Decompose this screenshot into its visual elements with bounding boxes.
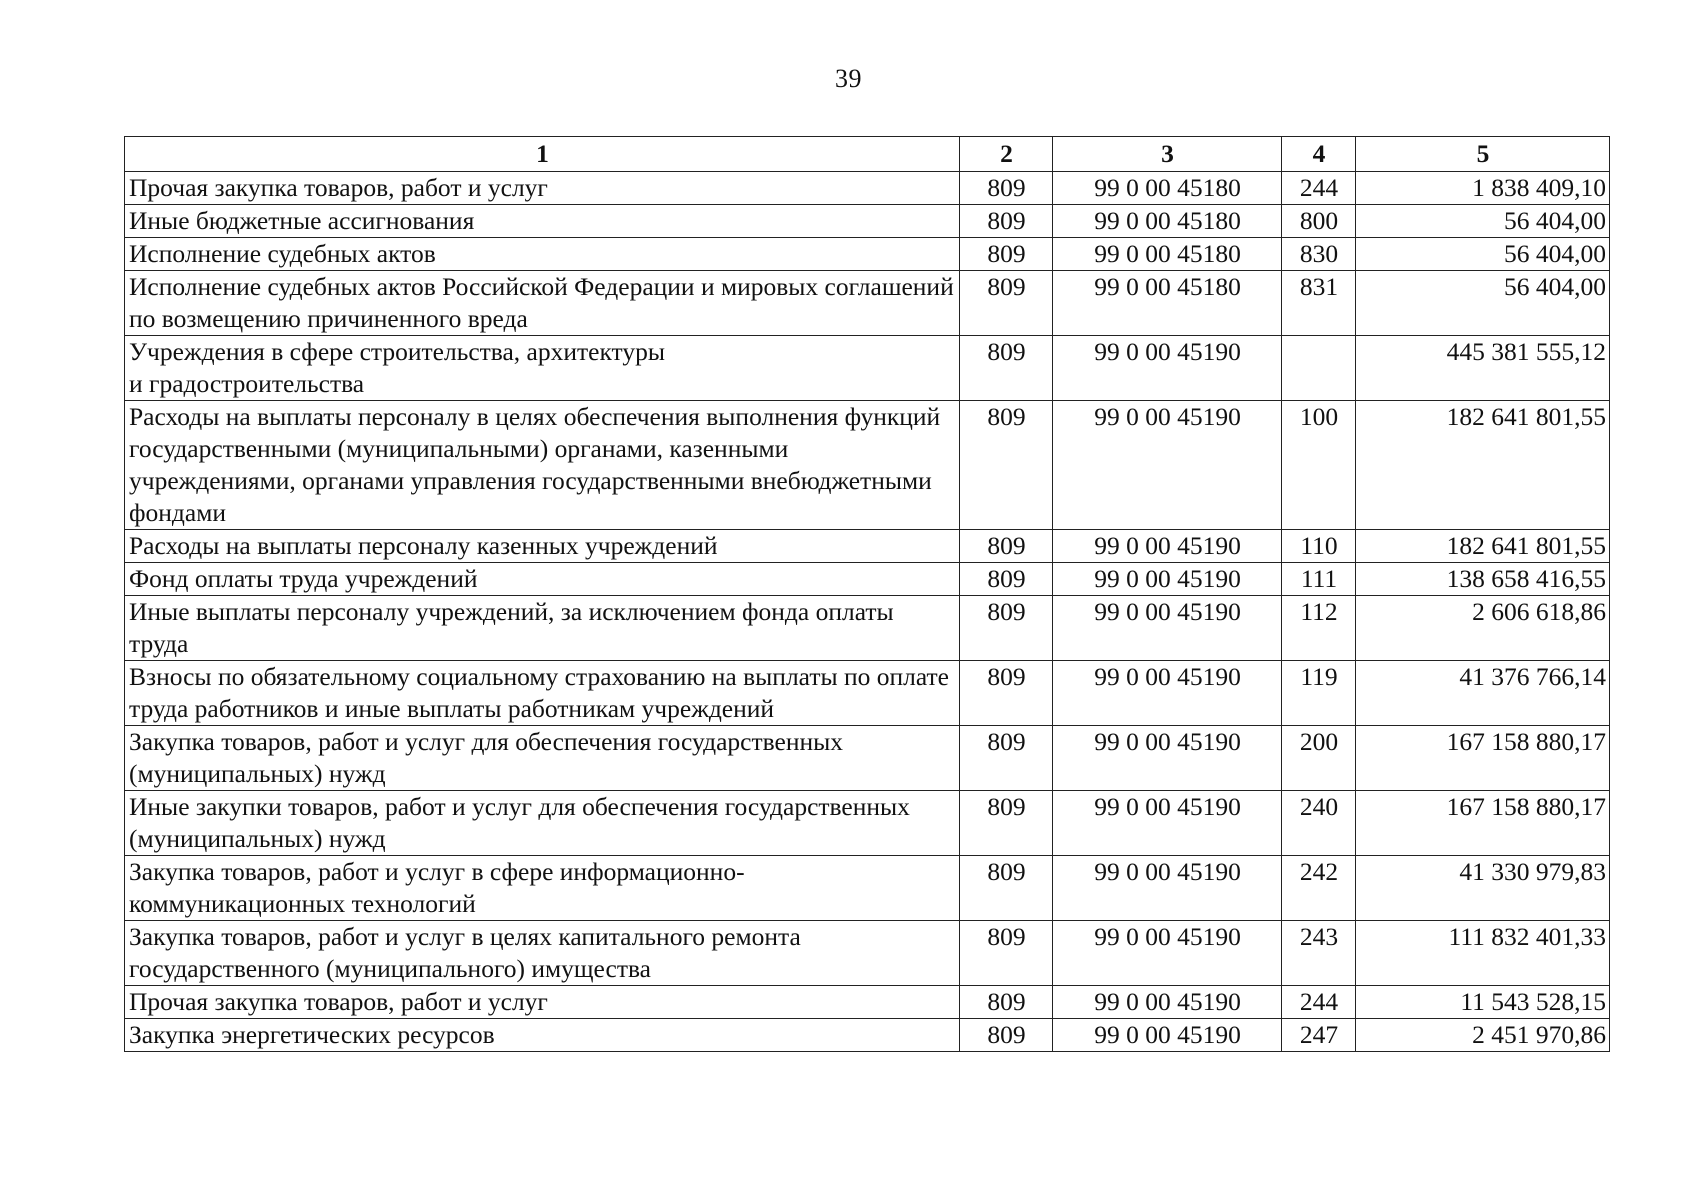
table-row xyxy=(125,205,1610,238)
row-type: 240 xyxy=(1282,791,1356,856)
row-code: 99 0 00 45190 xyxy=(1053,856,1282,921)
table-row xyxy=(125,986,1610,1019)
row-type: 244 xyxy=(1282,172,1356,205)
table-row xyxy=(125,530,1610,563)
row-chapter: 809 xyxy=(960,205,1053,238)
row-name: Исполнение судебных актов Российской Федерации и мировых соглашений по возмещению причиненного вреда xyxy=(125,271,960,336)
row-sum: 41 376 766,14 xyxy=(1356,661,1610,726)
row-code: 99 0 00 45190 xyxy=(1053,791,1282,856)
page-number: 39 xyxy=(835,64,862,93)
row-type: 831 xyxy=(1282,271,1356,336)
row-code: 99 0 00 45180 xyxy=(1053,205,1282,238)
header-col-name: 1 xyxy=(125,137,960,172)
row-chapter: 809 xyxy=(960,563,1053,596)
row-sum: 182 641 801,55 xyxy=(1356,401,1610,530)
row-sum: 2 451 970,86 xyxy=(1356,1019,1610,1052)
row-sum: 138 658 416,55 xyxy=(1356,563,1610,596)
table-row xyxy=(125,661,1610,726)
table-row xyxy=(125,271,1610,336)
row-chapter: 809 xyxy=(960,336,1053,401)
row-sum: 1 838 409,10 xyxy=(1356,172,1610,205)
row-name: Прочая закупка товаров, работ и услуг xyxy=(125,986,960,1019)
row-name: Закупка товаров, работ и услуг для обеспечения государственных (муниципальных) нужд xyxy=(125,726,960,791)
row-sum: 445 381 555,12 xyxy=(1356,336,1610,401)
header-col-type: 4 xyxy=(1282,137,1356,172)
header-col-chapter: 2 xyxy=(960,137,1053,172)
row-chapter: 809 xyxy=(960,791,1053,856)
table-row xyxy=(125,563,1610,596)
row-code: 99 0 00 45190 xyxy=(1053,563,1282,596)
row-code: 99 0 00 45180 xyxy=(1053,238,1282,271)
row-chapter: 809 xyxy=(960,401,1053,530)
row-code: 99 0 00 45180 xyxy=(1053,271,1282,336)
row-sum: 167 158 880,17 xyxy=(1356,726,1610,791)
row-name: Учреждения в сфере строительства, архитектуры и градостроительства xyxy=(125,336,960,401)
row-name: Расходы на выплаты персоналу в целях обеспечения выполнения функций государственными (муниципальными) органами, казенными учреждениями, органами управления государственными внебюджетными фондами xyxy=(125,401,960,530)
row-chapter: 809 xyxy=(960,596,1053,661)
row-type: 111 xyxy=(1282,563,1356,596)
row-code: 99 0 00 45190 xyxy=(1053,401,1282,530)
row-type: 100 xyxy=(1282,401,1356,530)
row-code: 99 0 00 45190 xyxy=(1053,661,1282,726)
row-type: 244 xyxy=(1282,986,1356,1019)
table-row xyxy=(125,921,1610,986)
row-sum: 2 606 618,86 xyxy=(1356,596,1610,661)
row-sum: 56 404,00 xyxy=(1356,238,1610,271)
row-type: 200 xyxy=(1282,726,1356,791)
row-type: 243 xyxy=(1282,921,1356,986)
row-type: 110 xyxy=(1282,530,1356,563)
table-row xyxy=(125,172,1610,205)
row-name: Закупка энергетических ресурсов xyxy=(125,1019,960,1052)
header-row xyxy=(125,137,1610,172)
row-name: Исполнение судебных актов xyxy=(125,238,960,271)
row-type: 247 xyxy=(1282,1019,1356,1052)
row-chapter: 809 xyxy=(960,856,1053,921)
row-type: 119 xyxy=(1282,661,1356,726)
row-sum: 167 158 880,17 xyxy=(1356,791,1610,856)
header-col-sum: 5 xyxy=(1356,137,1610,172)
row-chapter: 809 xyxy=(960,271,1053,336)
row-sum: 111 832 401,33 xyxy=(1356,921,1610,986)
header-col-code: 3 xyxy=(1053,137,1282,172)
row-sum: 56 404,00 xyxy=(1356,271,1610,336)
row-chapter: 809 xyxy=(960,661,1053,726)
row-code: 99 0 00 45190 xyxy=(1053,1019,1282,1052)
row-chapter: 809 xyxy=(960,172,1053,205)
row-code: 99 0 00 45190 xyxy=(1053,530,1282,563)
row-name: Прочая закупка товаров, работ и услуг xyxy=(125,172,960,205)
table-row xyxy=(125,726,1610,791)
row-sum: 41 330 979,83 xyxy=(1356,856,1610,921)
table-row xyxy=(125,336,1610,401)
table-row xyxy=(125,1019,1610,1052)
row-chapter: 809 xyxy=(960,530,1053,563)
row-name: Закупка товаров, работ и услуг в целях капитального ремонта государственного (муниципального) имущества xyxy=(125,921,960,986)
row-code: 99 0 00 45190 xyxy=(1053,596,1282,661)
row-name: Расходы на выплаты персоналу казенных учреждений xyxy=(125,530,960,563)
row-name: Фонд оплаты труда учреждений xyxy=(125,563,960,596)
row-name: Иные выплаты персоналу учреждений, за исключением фонда оплаты труда xyxy=(125,596,960,661)
row-code: 99 0 00 45190 xyxy=(1053,336,1282,401)
row-name: Закупка товаров, работ и услуг в сфере информационно-коммуникационных технологий xyxy=(125,856,960,921)
row-chapter: 809 xyxy=(960,921,1053,986)
table-row xyxy=(125,791,1610,856)
row-type: 800 xyxy=(1282,205,1356,238)
row-type: 830 xyxy=(1282,238,1356,271)
row-type xyxy=(1282,336,1356,401)
row-chapter: 809 xyxy=(960,1019,1053,1052)
table-body xyxy=(125,172,1610,1052)
row-sum: 11 543 528,15 xyxy=(1356,986,1610,1019)
row-chapter: 809 xyxy=(960,238,1053,271)
table-row xyxy=(125,596,1610,661)
row-code: 99 0 00 45190 xyxy=(1053,726,1282,791)
row-name: Взносы по обязательному социальному страхованию на выплаты по оплате труда работников и иные выплаты работникам учреждений xyxy=(125,661,960,726)
row-name: Иные закупки товаров, работ и услуг для обеспечения государственных (муниципальных) нужд xyxy=(125,791,960,856)
row-type: 112 xyxy=(1282,596,1356,661)
row-code: 99 0 00 45190 xyxy=(1053,921,1282,986)
row-code: 99 0 00 45180 xyxy=(1053,172,1282,205)
row-code: 99 0 00 45190 xyxy=(1053,986,1282,1019)
table-row xyxy=(125,401,1610,530)
table-row xyxy=(125,238,1610,271)
row-sum: 56 404,00 xyxy=(1356,205,1610,238)
row-chapter: 809 xyxy=(960,986,1053,1019)
table-row xyxy=(125,856,1610,921)
budget-table xyxy=(124,136,1610,1052)
row-sum: 182 641 801,55 xyxy=(1356,530,1610,563)
row-chapter: 809 xyxy=(960,726,1053,791)
row-type: 242 xyxy=(1282,856,1356,921)
row-name: Иные бюджетные ассигнования xyxy=(125,205,960,238)
